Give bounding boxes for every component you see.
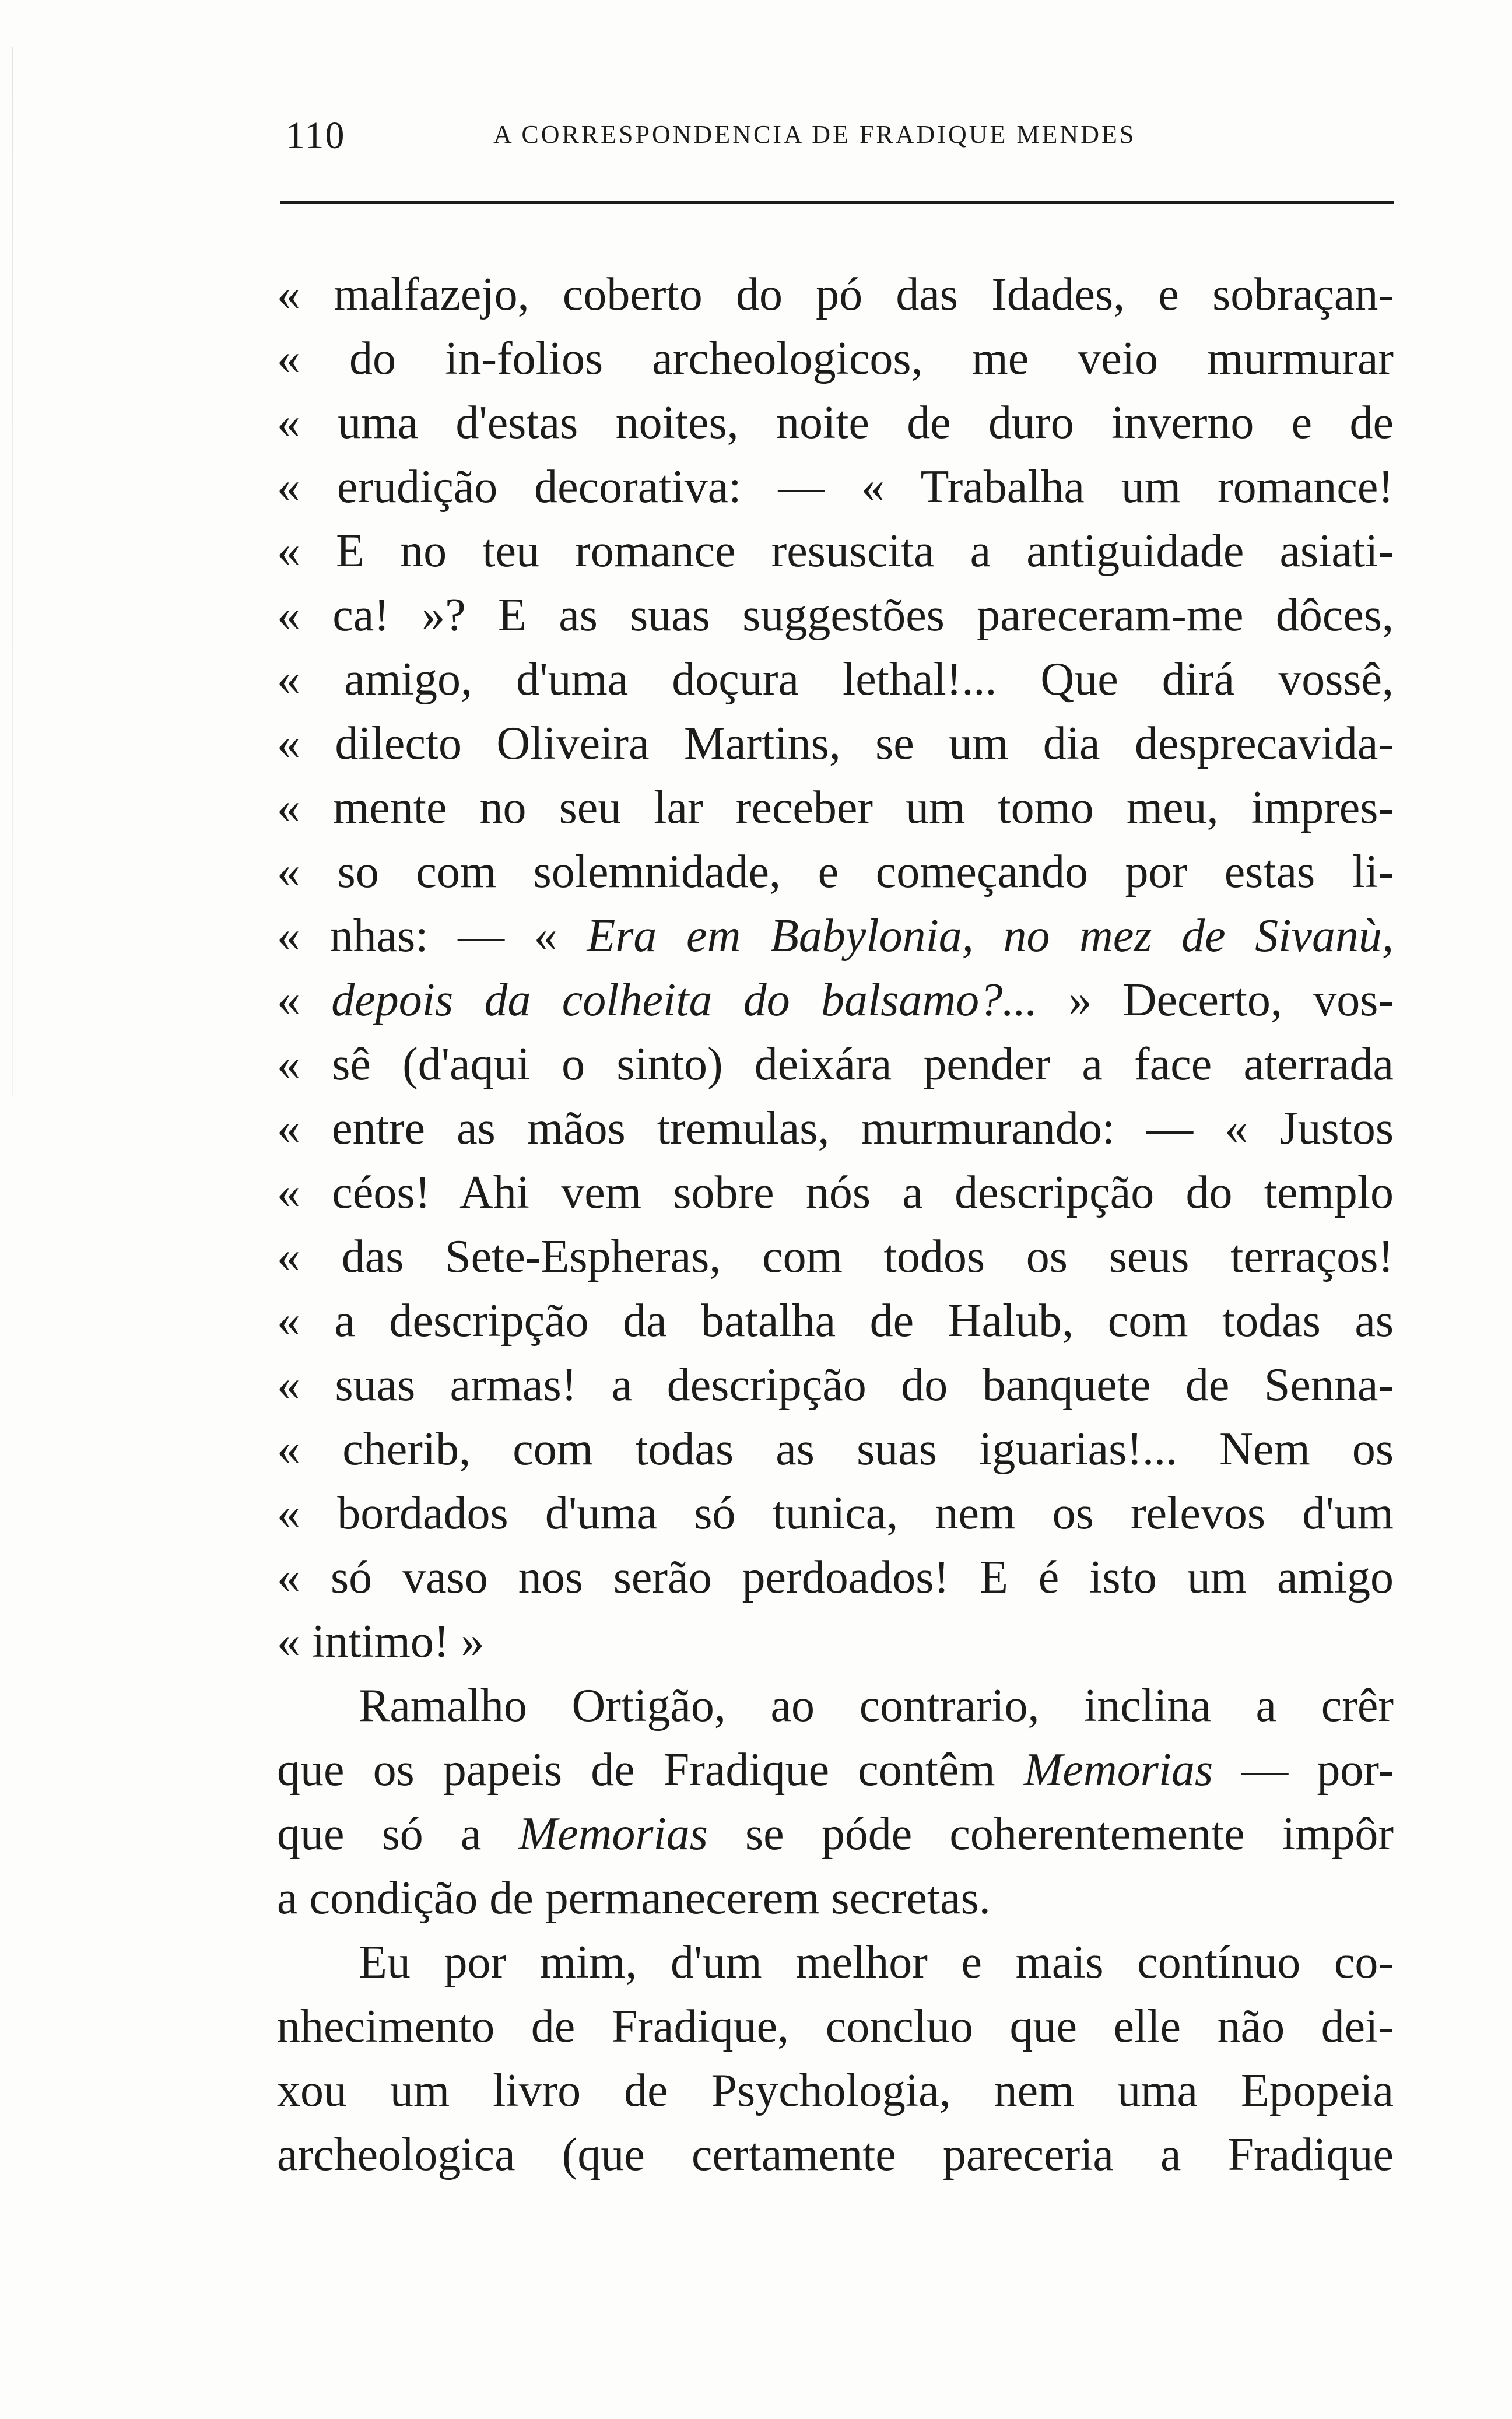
line-text: « nhas: — « xyxy=(277,910,587,962)
text-line: « a descripção da batalha de Halub, com todas as xyxy=(277,1295,1394,1347)
line-text: que só a xyxy=(277,1808,519,1860)
italic-text: Memorias xyxy=(518,1808,708,1860)
line-text: que os papeis de Fradique contêm xyxy=(277,1744,1024,1796)
page-fold-mark xyxy=(12,47,13,1096)
text-line: « entre as mãos tremulas, murmurando: — « Justos xyxy=(277,1103,1394,1154)
line-text: « xyxy=(277,974,332,1026)
text-line: « dilecto Oliveira Martins, se um dia desprecavida- xyxy=(277,718,1394,769)
line-text: — por- xyxy=(1213,1744,1394,1796)
text-line: « intimo! » xyxy=(277,1616,485,1667)
text-line: xou um livro de Psychologia, nem uma Epopeia xyxy=(277,2065,1394,2116)
text-line: « erudição decorativa: — « Trabalha um romance! xyxy=(277,461,1394,513)
text-line xyxy=(277,1738,1394,1802)
italic-text: depois da colheita do balsamo?... xyxy=(331,974,1038,1026)
text-line: a condição de permanecerem secretas. xyxy=(277,1873,991,1924)
text-line: « sê (d'aqui o sinto) deixára pender a face aterrada xyxy=(277,1039,1394,1090)
text-line: « só vaso nos serão perdoados! E é isto um amigo xyxy=(277,1552,1394,1603)
text-line: « bordados d'uma só tunica, nem os relevos d'um xyxy=(277,1488,1394,1539)
text-line: « céos! Ahi vem sobre nós a descripção do templo xyxy=(277,1167,1394,1218)
running-head xyxy=(286,114,1394,166)
text-line: archeologica (que certamente pareceria a Fradique xyxy=(277,2129,1394,2180)
text-line: « suas armas! a descripção do banquete de Senna- xyxy=(277,1359,1394,1411)
text-line xyxy=(277,1802,1394,1866)
text-line: « E no teu romance resuscita a antiguidade asiati- xyxy=(277,525,1394,577)
text-line: nhecimento de Fradique, concluo que elle não dei- xyxy=(277,2001,1394,2052)
text-line: « so com solemnidade, e começando por estas li- xyxy=(277,846,1394,898)
text-line: « mente no seu lar receber um tomo meu, impres- xyxy=(277,782,1394,833)
text-line: « uma d'estas noites, noite de duro inverno e de xyxy=(277,397,1394,448)
text-line xyxy=(277,904,1394,968)
line-text: » Decerto, vos- xyxy=(1037,974,1394,1026)
text-line: « ca! »? E as suas suggestões pareceram-me dôces, xyxy=(277,590,1394,641)
header-rule xyxy=(280,201,1394,204)
text-line: « cherib, com todas as suas iguarias!... Nem os xyxy=(277,1424,1394,1475)
italic-text: Memorias xyxy=(1023,1744,1213,1796)
text-line: « malfazejo, coberto do pó das Idades, e sobraçan- xyxy=(277,269,1394,320)
line-text: se póde coherentemente impôr xyxy=(707,1808,1394,1860)
running-title: A CORRESPONDENCIA DE FRADIQUE MENDES xyxy=(493,120,1136,149)
italic-text: Era em Babylonia, no mez de Sivanù, xyxy=(587,910,1394,962)
text-line: « amigo, d'uma doçura lethal!... Que dirá vossê, xyxy=(277,654,1394,705)
paragraph-first-line: Ramalho Ortigão, ao contrario, inclina a crêr xyxy=(359,1680,1394,1731)
body-text xyxy=(277,262,1394,2187)
paragraph-first-line: Eu por mim, d'um melhor e mais contínuo co- xyxy=(359,1937,1394,1988)
page-number: 110 xyxy=(286,114,346,157)
text-line: « das Sete-Espheras, com todos os seus terraços! xyxy=(277,1231,1394,1282)
text-line xyxy=(277,968,1394,1032)
text-line: « do in-folios archeologicos, me veio murmurar xyxy=(277,333,1394,384)
